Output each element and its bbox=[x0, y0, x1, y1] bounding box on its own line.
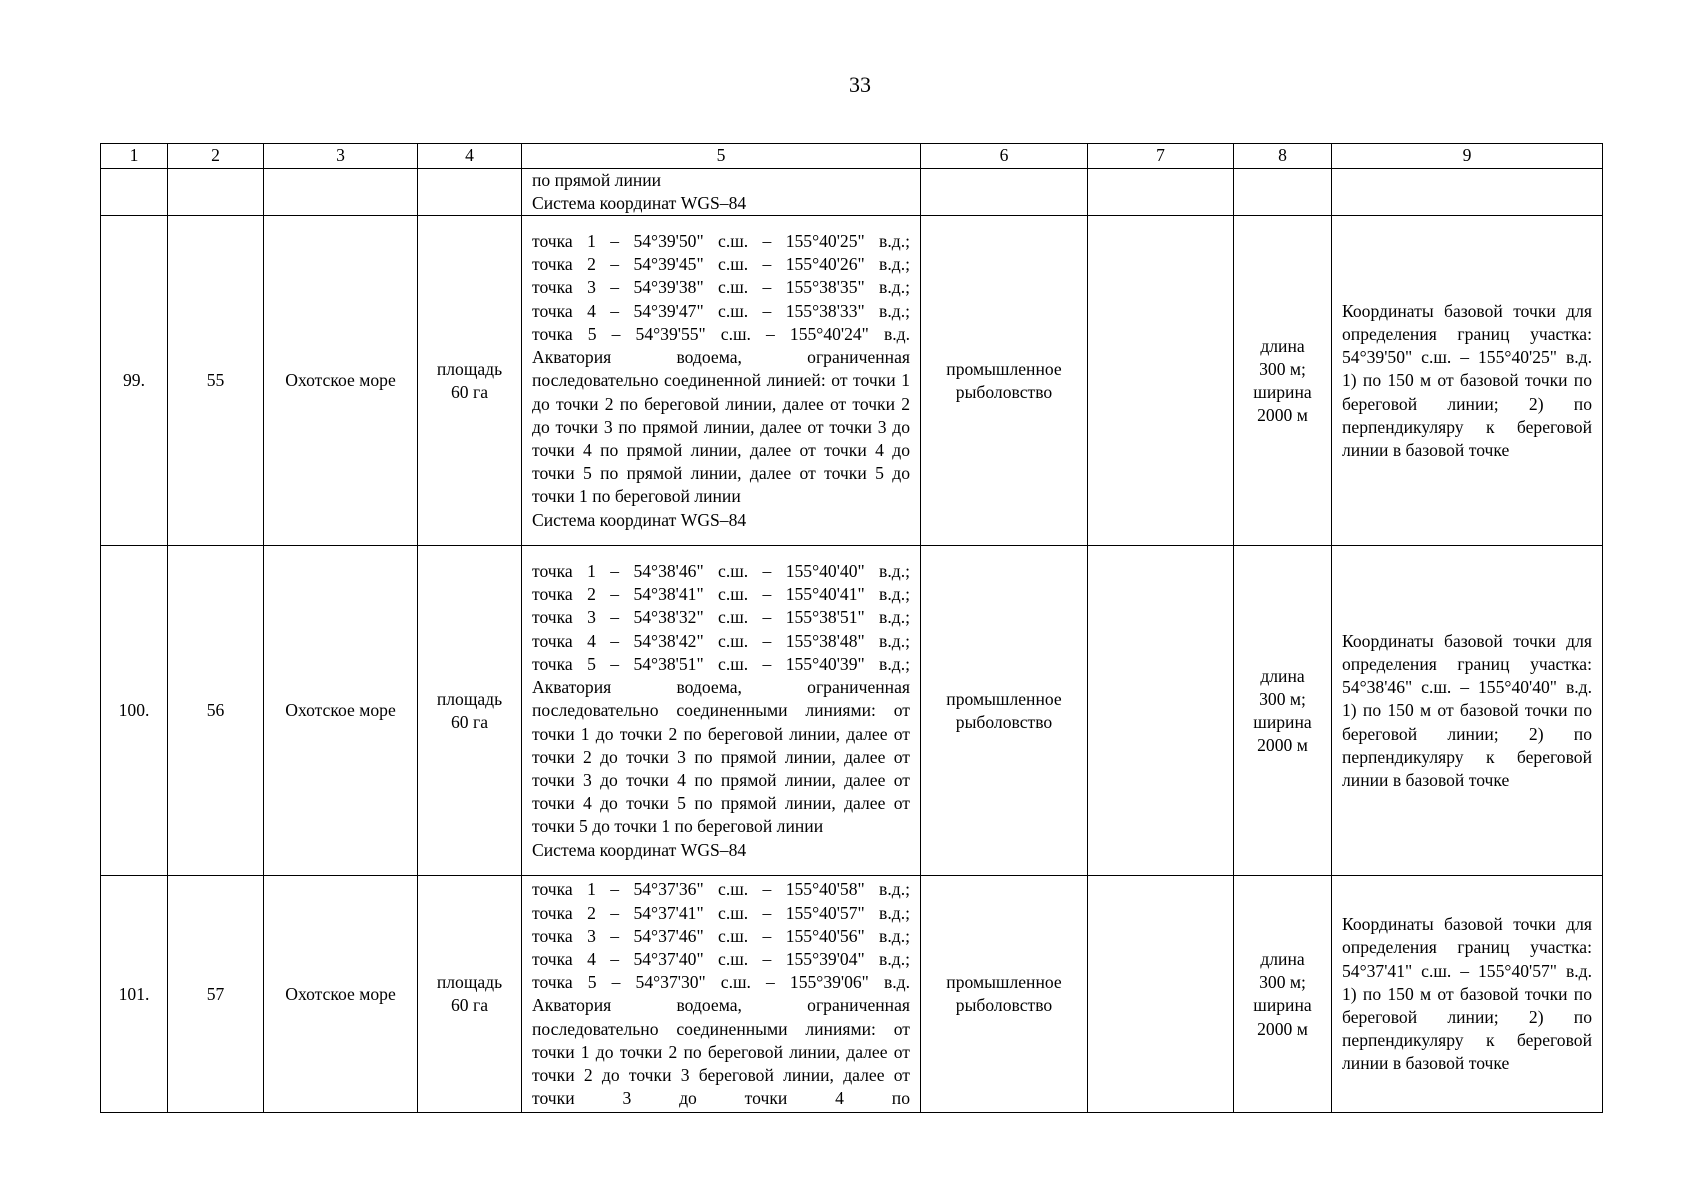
purpose bbox=[921, 876, 1088, 1113]
column-header: 8 bbox=[1234, 144, 1332, 169]
notes-text: Координаты базовой точки для определения границ участка: 54°38'46" с.ш. – 155°40'40" в.д. 1) по 150 м от базовой точки по береговой линии; 2) по перпендикуляру к береговой линии в базовой точке bbox=[1342, 630, 1592, 790]
area-value: 60 га bbox=[450, 995, 489, 1016]
area-size bbox=[418, 216, 522, 546]
purpose-line: рыболовство bbox=[955, 995, 1053, 1016]
dimension-line: 300 м; bbox=[1259, 688, 1306, 709]
row-number: 100. bbox=[101, 546, 168, 876]
boundary-description bbox=[522, 546, 921, 876]
continuation-description bbox=[522, 169, 921, 216]
column-header: 5 bbox=[522, 144, 921, 169]
empty-cell bbox=[1088, 216, 1234, 546]
purpose-line: промышленное bbox=[946, 358, 1062, 379]
point-coordinate: точка 3 – 54°38'32" с.ш. – 155°38'51" в.д.; bbox=[532, 607, 910, 628]
column-header: 7 bbox=[1088, 144, 1234, 169]
dimension-line: длина bbox=[1260, 665, 1305, 686]
boundary-description bbox=[522, 876, 921, 1113]
empty-cell bbox=[168, 169, 264, 216]
boundary-text: Акватория водоема, ограниченная последовательно соединенной линией: от точки 1 до точки 2 по береговой линии, далее от точки 2 до точки 3 по прямой линии, далее от точки 3 до точки 4 по прямой линии, далее от точки 4 до точки 5 по прямой линии, далее от точки 5 до точки 1 по береговой линии bbox=[532, 347, 910, 507]
area-label: площадь bbox=[436, 972, 503, 993]
point-coordinate: точка 2 – 54°39'45" с.ш. – 155°40'26" в.д.; bbox=[532, 254, 910, 275]
empty-cell bbox=[101, 169, 168, 216]
point-coordinate: точка 2 – 54°38'41" с.ш. – 155°40'41" в.д.; bbox=[532, 584, 910, 605]
table-row bbox=[101, 546, 1603, 876]
table-row bbox=[101, 876, 1603, 1113]
coordinate-system: Система координат WGS–84 bbox=[532, 509, 747, 530]
boundary-text: Акватория водоема, ограниченная последовательно соединенными линиями: от точки 1 до точки 2 по береговой линии, далее от точки 2 до точки 3 по прямой линии, далее от точки 3 до точки 4 по прямой линии, далее от точки 4 до точки 5 по прямой линии, далее от точки 5 до точки 1 по береговой линии bbox=[532, 677, 910, 837]
empty-cell bbox=[1234, 169, 1332, 216]
point-coordinate: точка 3 – 54°39'38" с.ш. – 155°38'35" в.д.; bbox=[532, 277, 910, 298]
empty-cell bbox=[1332, 169, 1603, 216]
dimensions bbox=[1234, 876, 1332, 1113]
base-point-notes bbox=[1332, 216, 1603, 546]
dimension-line: 2000 м bbox=[1257, 735, 1308, 756]
area-value: 60 га bbox=[450, 381, 489, 402]
coordinate-system: Система координат WGS–84 bbox=[532, 193, 747, 214]
purpose-line: промышленное bbox=[946, 688, 1062, 709]
column-header: 6 bbox=[921, 144, 1088, 169]
point-coordinate: точка 1 – 54°37'36" с.ш. – 155°40'58" в.д.; bbox=[532, 879, 910, 900]
area-code: 57 bbox=[168, 876, 264, 1113]
point-coordinate: точка 5 – 54°38'51" с.ш. – 155°40'39" в.д.; bbox=[532, 653, 910, 674]
water-body: Охотское море bbox=[264, 876, 418, 1113]
column-header: 2 bbox=[168, 144, 264, 169]
empty-cell bbox=[1088, 546, 1234, 876]
purpose-line: промышленное bbox=[946, 972, 1062, 993]
dimensions bbox=[1234, 546, 1332, 876]
area-code: 56 bbox=[168, 546, 264, 876]
water-body: Охотское море bbox=[264, 216, 418, 546]
point-coordinate: точка 3 – 54°37'46" с.ш. – 155°40'56" в.д.; bbox=[532, 925, 910, 946]
area-label: площадь bbox=[436, 358, 503, 379]
dimension-line: ширина bbox=[1253, 995, 1312, 1016]
point-coordinate: точка 4 – 54°37'40" с.ш. – 155°39'04" в.д.; bbox=[532, 949, 910, 969]
dimension-line: длина bbox=[1260, 949, 1305, 969]
purpose bbox=[921, 216, 1088, 546]
notes-text: Координаты базовой точки для определения границ участка: 54°39'50" с.ш. – 155°40'25" в.д. 1) по 150 м от базовой точки по береговой линии; 2) по перпендикуляру к береговой линии в базовой точке bbox=[1342, 300, 1592, 460]
area-value: 60 га bbox=[450, 711, 489, 732]
column-header: 9 bbox=[1332, 144, 1603, 169]
empty-cell bbox=[921, 169, 1088, 216]
dimension-line: 300 м; bbox=[1259, 358, 1306, 379]
point-coordinate: точка 2 – 54°37'41" с.ш. – 155°40'57" в.д.; bbox=[532, 902, 910, 923]
boundary-description bbox=[522, 216, 921, 546]
table-row bbox=[101, 216, 1603, 546]
continuation-line: по прямой линии bbox=[532, 170, 662, 190]
empty-cell bbox=[1088, 876, 1234, 1113]
notes-text: Координаты базовой точки для определения границ участка: 54°37'41" с.ш. – 155°40'57" в.д. 1) по 150 м от базовой точки по береговой линии; 2) по перпендикуляру к береговой линии в базовой точке bbox=[1342, 914, 1592, 1074]
row-number: 99. bbox=[101, 216, 168, 546]
dimension-line: ширина bbox=[1253, 381, 1312, 402]
dimension-line: 2000 м bbox=[1257, 405, 1308, 426]
base-point-notes bbox=[1332, 876, 1603, 1113]
page-number: 33 bbox=[849, 72, 871, 97]
area-label: площадь bbox=[436, 688, 503, 709]
point-coordinate: точка 4 – 54°39'47" с.ш. – 155°38'33" в.д.; bbox=[532, 300, 910, 321]
purpose-line: рыболовство bbox=[955, 381, 1053, 402]
purpose-line: рыболовство bbox=[955, 711, 1053, 732]
point-coordinate: точка 5 – 54°37'30" с.ш. – 155°39'06" в.д. bbox=[532, 972, 910, 993]
coordinate-system: Система координат WGS–84 bbox=[532, 839, 747, 860]
point-coordinate: точка 5 – 54°39'55" с.ш. – 155°40'24" в.д. bbox=[532, 323, 910, 344]
base-point-notes bbox=[1332, 546, 1603, 876]
boundary-text: Акватория водоема, ограниченная последовательно соединенными линиями: от точки 1 до точки 2 по береговой линии, далее от точки 2 до точки 3 береговой линии, далее от точки 3 до точки 4 по bbox=[532, 995, 910, 1109]
column-header: 1 bbox=[101, 144, 168, 169]
area-size bbox=[418, 876, 522, 1113]
purpose bbox=[921, 546, 1088, 876]
dimension-line: ширина bbox=[1253, 711, 1312, 732]
row-number: 101. bbox=[101, 876, 168, 1113]
dimension-line: длина bbox=[1260, 335, 1305, 356]
area-code: 55 bbox=[168, 216, 264, 546]
water-body: Охотское море bbox=[264, 546, 418, 876]
empty-cell bbox=[264, 169, 418, 216]
dimensions bbox=[1234, 216, 1332, 546]
column-number-header-row bbox=[101, 144, 1603, 169]
column-header: 3 bbox=[264, 144, 418, 169]
dimension-line: 300 м; bbox=[1259, 972, 1306, 993]
empty-cell bbox=[418, 169, 522, 216]
point-coordinate: точка 1 – 54°39'50" с.ш. – 155°40'25" в.д.; bbox=[532, 231, 910, 252]
point-coordinate: точка 1 – 54°38'46" с.ш. – 155°40'40" в.д.; bbox=[532, 561, 910, 582]
column-header: 4 bbox=[418, 144, 522, 169]
empty-cell bbox=[1088, 169, 1234, 216]
point-coordinate: точка 4 – 54°38'42" с.ш. – 155°38'48" в.д.; bbox=[532, 630, 910, 651]
area-size bbox=[418, 546, 522, 876]
dimension-line: 2000 м bbox=[1257, 1018, 1308, 1039]
continuation-row bbox=[101, 169, 1603, 216]
fishing-areas-table bbox=[100, 143, 1603, 1113]
